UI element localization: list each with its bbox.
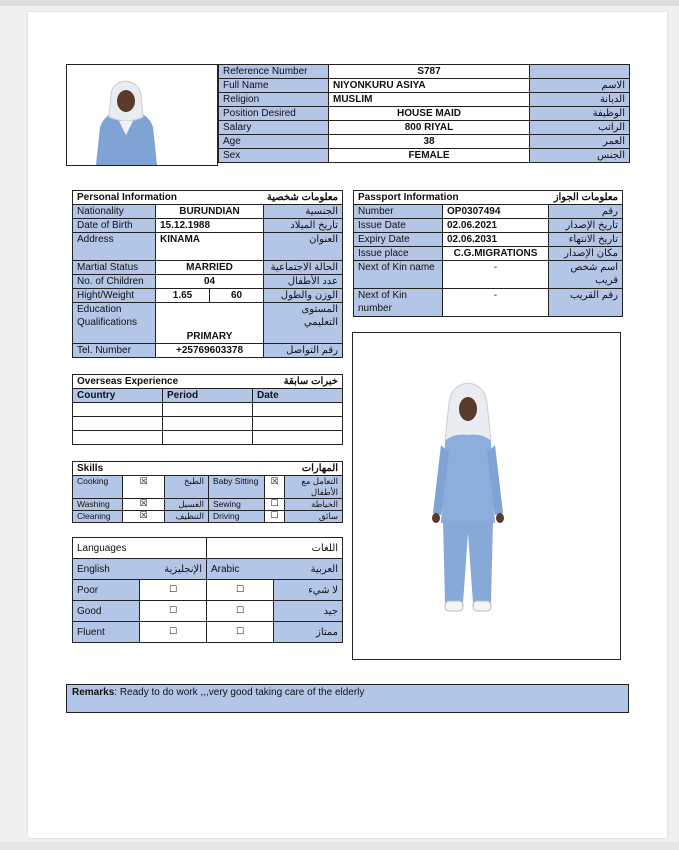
religion-value: MUSLIM xyxy=(329,93,530,107)
table-row xyxy=(73,622,343,643)
table-row xyxy=(354,233,623,247)
sex-ar: الجنس xyxy=(530,149,630,163)
table-row xyxy=(73,191,343,205)
salary-value: 800 RIYAL xyxy=(329,121,530,135)
table-row xyxy=(73,233,343,261)
table-row xyxy=(354,289,623,317)
skill-cooking-ar: الطبخ xyxy=(165,476,209,499)
skill-washing-label: Washing xyxy=(73,499,123,511)
skill-cleaning-checkbox[interactable]: ☒ xyxy=(123,511,165,523)
skill-sewing-label: Sewing xyxy=(209,499,265,511)
skills-title-ar: المهارات xyxy=(209,462,343,476)
skill-babysitting-label: Baby Sitting xyxy=(209,476,265,499)
skill-washing-ar: الغسيل xyxy=(165,499,209,511)
table-row xyxy=(354,247,623,261)
marital-label: Martial Status xyxy=(73,261,156,275)
skill-cooking-label: Cooking xyxy=(73,476,123,499)
height-weight-ar: الوزن والطول xyxy=(264,289,343,303)
full-name-label: Full Name xyxy=(219,79,329,93)
languages-table xyxy=(72,537,343,643)
lang-fluent-label: Fluent xyxy=(73,622,140,643)
expiry-date-ar: تاريخ الانتهاء xyxy=(549,233,623,247)
issue-place-ar: مكان الإصدار xyxy=(549,247,623,261)
skill-driving-label: Driving xyxy=(209,511,265,523)
overseas-title-ar: خبرات سابقة xyxy=(253,375,343,389)
passport-number-value: OP0307494 xyxy=(443,205,549,219)
skill-sewing-checkbox[interactable]: ☐ xyxy=(265,499,285,511)
sex-label: Sex xyxy=(219,149,329,163)
lang-poor-ar: لا شيء xyxy=(274,580,343,601)
overseas-col-date: Date xyxy=(253,389,343,403)
passport-number-ar: رقم xyxy=(549,205,623,219)
tel-value: +25769603378 xyxy=(156,344,264,358)
table-row xyxy=(73,499,343,511)
table-row xyxy=(219,79,630,93)
kin-number-label: Next of Kin number xyxy=(354,289,443,317)
children-value: 04 xyxy=(156,275,264,289)
lang-arabic-ar: العربية xyxy=(274,559,343,580)
nationality-label: Nationality xyxy=(73,205,156,219)
skill-driving-checkbox[interactable]: ☐ xyxy=(265,511,285,523)
table-row xyxy=(219,135,630,149)
issue-place-label: Issue place xyxy=(354,247,443,261)
marital-value: MARRIED xyxy=(156,261,264,275)
table-row xyxy=(219,107,630,121)
lang-good-label: Good xyxy=(73,601,140,622)
table-row xyxy=(73,205,343,219)
overseas-experience-table xyxy=(72,374,343,445)
nationality-ar: الجنسية xyxy=(264,205,343,219)
remarks-box xyxy=(66,684,629,713)
skill-babysitting-checkbox[interactable]: ☒ xyxy=(265,476,285,499)
lang-arabic-label: Arabic xyxy=(207,559,274,580)
lang-good-ar: جيد xyxy=(274,601,343,622)
table-row xyxy=(73,344,343,358)
table-row xyxy=(73,261,343,275)
window-top-edge xyxy=(0,0,679,6)
languages-title-ar: اللغات xyxy=(207,538,343,559)
overseas-col-country: Country xyxy=(73,389,163,403)
candidate-portrait-image xyxy=(67,65,217,165)
position-value: HOUSE MAID xyxy=(329,107,530,121)
table-row xyxy=(73,389,343,403)
table-row xyxy=(73,417,343,431)
full-name-ar: الاسم xyxy=(530,79,630,93)
reference-number-ar xyxy=(530,65,630,79)
issue-date-label: Issue Date xyxy=(354,219,443,233)
weight-value: 60 xyxy=(210,289,264,303)
passport-info-title: Passport Information xyxy=(354,191,549,205)
kin-name-value: - xyxy=(443,261,549,289)
dob-value: 15.12.1988 xyxy=(156,219,264,233)
position-label: Position Desired xyxy=(219,107,329,121)
table-row xyxy=(354,261,623,289)
age-label: Age xyxy=(219,135,329,149)
remarks-label: Remarks xyxy=(72,687,115,698)
skill-driving-ar: سائق xyxy=(285,511,343,523)
table-row xyxy=(73,431,343,445)
overseas-title: Overseas Experience xyxy=(73,375,253,389)
candidate-photo-small xyxy=(66,64,218,166)
lang-fluent-arabic-checkbox[interactable]: ☐ xyxy=(207,622,274,643)
age-ar: العمر xyxy=(530,135,630,149)
nationality-value: BURUNDIAN xyxy=(156,205,264,219)
candidate-photo-full xyxy=(352,332,621,660)
table-row xyxy=(219,121,630,135)
expiry-date-value: 02.06.2031 xyxy=(443,233,549,247)
overseas-col-period: Period xyxy=(163,389,253,403)
table-row xyxy=(73,289,343,303)
dob-label: Date of Birth xyxy=(73,219,156,233)
dob-ar: تاريخ الميلاد xyxy=(264,219,343,233)
height-value: 1.65 xyxy=(156,289,210,303)
lang-poor-arabic-checkbox[interactable]: ☐ xyxy=(207,580,274,601)
tel-ar: رقم التواصل xyxy=(264,344,343,358)
skill-babysitting-ar: التعامل مع الأطفال xyxy=(285,476,343,499)
education-ar: المستوى التعليمي xyxy=(264,303,343,344)
issue-date-ar: تاريخ الإصدار xyxy=(549,219,623,233)
table-row xyxy=(73,601,343,622)
passport-info-table xyxy=(353,190,623,317)
address-ar: العنوان xyxy=(264,233,343,261)
table-row xyxy=(219,149,630,163)
table-row xyxy=(73,476,343,499)
table-row xyxy=(73,511,343,523)
table-row xyxy=(219,65,630,79)
passport-number-label: Number xyxy=(354,205,443,219)
tel-label: Tel. Number xyxy=(73,344,156,358)
table-row xyxy=(73,303,343,344)
lang-poor-english-checkbox[interactable]: ☐ xyxy=(140,580,207,601)
skill-sewing-ar: الخياطة xyxy=(285,499,343,511)
table-row xyxy=(73,538,343,559)
table-row xyxy=(219,93,630,107)
table-row xyxy=(73,375,343,389)
skill-cleaning-label: Cleaning xyxy=(73,511,123,523)
lang-fluent-english-checkbox[interactable]: ☐ xyxy=(140,622,207,643)
reference-number-value: S787 xyxy=(329,65,530,79)
kin-number-value: - xyxy=(443,289,549,317)
personal-info-title-ar: معلومات شخصية xyxy=(210,191,343,205)
personal-info-title: Personal Information xyxy=(73,191,210,205)
kin-name-ar: اسم شخص قريب xyxy=(549,261,623,289)
salary-label: Salary xyxy=(219,121,329,135)
issue-date-value: 02.06.2021 xyxy=(443,219,549,233)
table-row xyxy=(354,205,623,219)
skill-washing-checkbox[interactable]: ☒ xyxy=(123,499,165,511)
lang-english-ar: الإنجليزية xyxy=(140,559,207,580)
table-row xyxy=(73,462,343,476)
kin-number-ar: رقم القريب xyxy=(549,289,623,317)
expiry-date-label: Expiry Date xyxy=(354,233,443,247)
table-row xyxy=(73,580,343,601)
table-row xyxy=(354,219,623,233)
address-value: KINAMA xyxy=(156,233,264,261)
address-label: Address xyxy=(73,233,156,261)
issue-place-value: C.G.MIGRATIONS xyxy=(443,247,549,261)
table-row xyxy=(73,219,343,233)
skills-title: Skills xyxy=(73,462,209,476)
remarks-text: : Ready to do work ,,,very good taking care of the elderly xyxy=(114,687,365,698)
education-value: PRIMARY xyxy=(156,303,264,344)
languages-title: Languages xyxy=(73,538,207,559)
page-bottom-strip xyxy=(0,842,679,850)
lang-english-label: English xyxy=(73,559,140,580)
children-label: No. of Children xyxy=(73,275,156,289)
sex-value: FEMALE xyxy=(329,149,530,163)
candidate-full-body-image xyxy=(353,333,620,659)
skill-cooking-checkbox[interactable]: ☒ xyxy=(123,476,165,499)
children-ar: عدد الأطفال xyxy=(264,275,343,289)
religion-ar: الديانة xyxy=(530,93,630,107)
lang-good-arabic-checkbox[interactable]: ☐ xyxy=(207,601,274,622)
kin-name-label: Next of Kin name xyxy=(354,261,443,289)
salary-ar: الراتب xyxy=(530,121,630,135)
table-row xyxy=(73,559,343,580)
religion-label: Religion xyxy=(219,93,329,107)
full-name-value: NIYONKURU ASIYA xyxy=(329,79,530,93)
lang-fluent-ar: ممتاز xyxy=(274,622,343,643)
passport-info-title-ar: معلومات الجواز xyxy=(549,191,623,205)
table-row xyxy=(73,403,343,417)
skill-cleaning-ar: التنظيف xyxy=(165,511,209,523)
position-ar: الوظيفة xyxy=(530,107,630,121)
marital-ar: الحالة الاجتماعية xyxy=(264,261,343,275)
height-weight-label: Hight/Weight xyxy=(73,289,156,303)
reference-number-label: Reference Number xyxy=(219,65,329,79)
skills-table xyxy=(72,461,343,523)
header-info-table xyxy=(218,64,630,163)
table-row xyxy=(354,191,623,205)
lang-poor-label: Poor xyxy=(73,580,140,601)
lang-good-english-checkbox[interactable]: ☐ xyxy=(140,601,207,622)
education-label: Education Qualifications xyxy=(73,303,156,344)
table-row xyxy=(73,275,343,289)
personal-info-table xyxy=(72,190,343,358)
age-value: 38 xyxy=(329,135,530,149)
